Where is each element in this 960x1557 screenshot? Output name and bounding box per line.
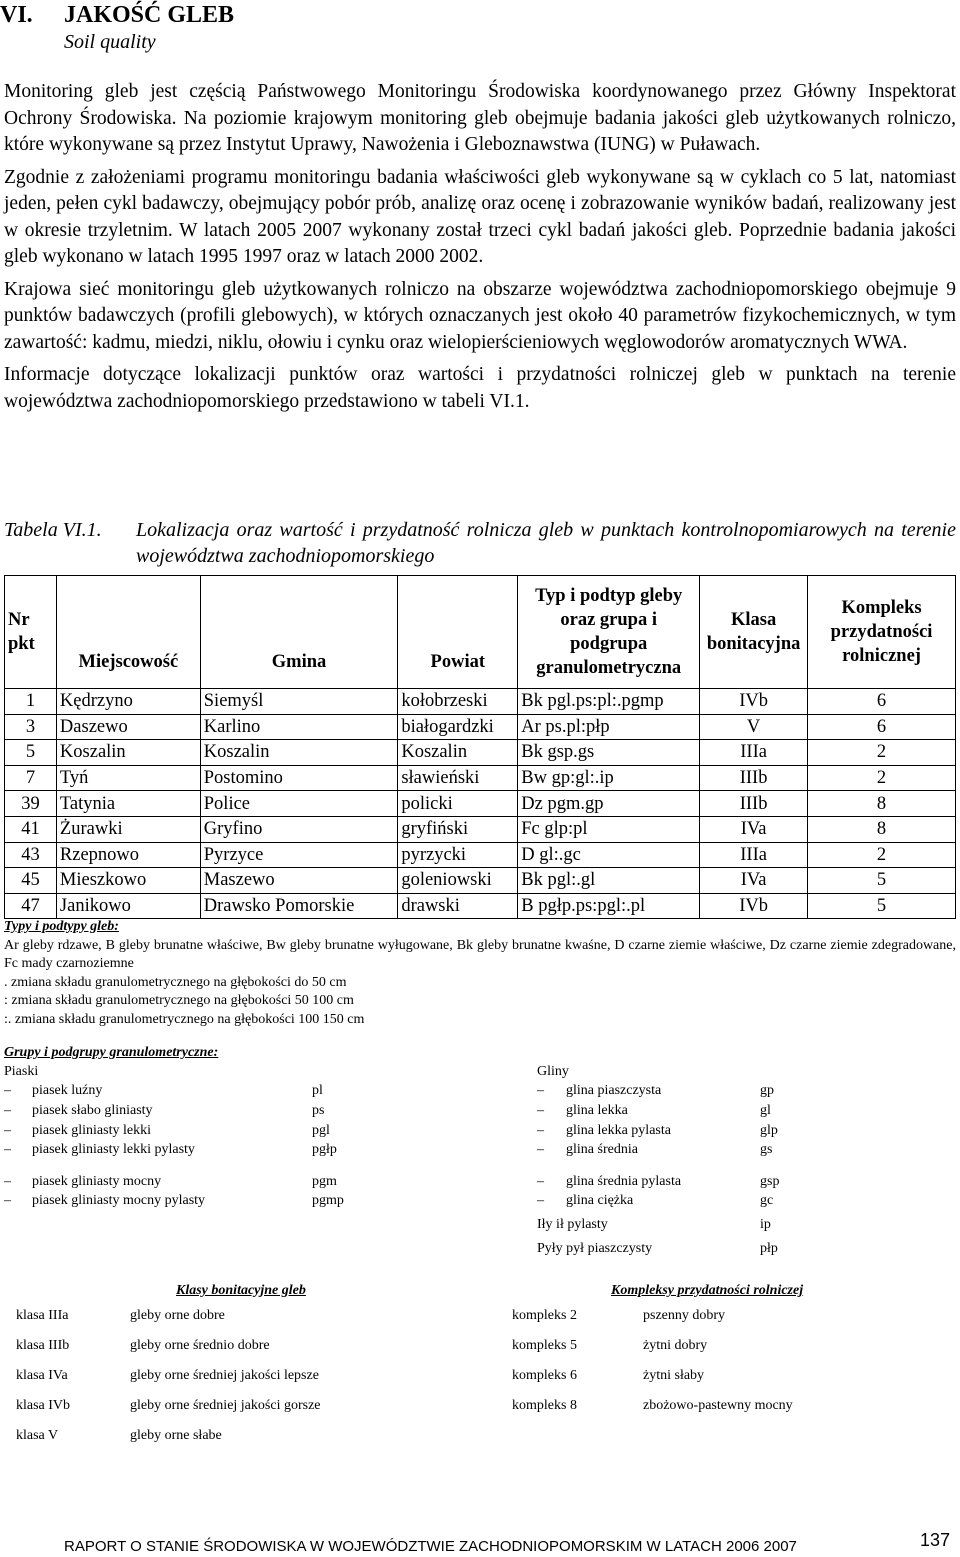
group-code: pgl xyxy=(312,1123,330,1138)
table-row xyxy=(5,765,956,791)
group-name: piasek luźny xyxy=(32,1083,103,1098)
group-code: ps xyxy=(312,1103,325,1118)
cell-gmina: Gryfino xyxy=(200,816,398,842)
col-header-klasa: Klasa bonitacyjna xyxy=(700,576,808,689)
cell-kompleks: 6 xyxy=(808,714,956,740)
cell-klasa: IVb xyxy=(700,689,808,715)
legend-line: : zmiana składu granulometrycznego na głębokości 50 100 cm xyxy=(4,993,354,1008)
classes-heading: Klasy bonitacyjne gleb xyxy=(176,1283,306,1298)
group-name: glina piaszczysta xyxy=(566,1083,662,1098)
cell-kompleks: 6 xyxy=(808,689,956,715)
page-footer: RAPORT O STANIE ŚRODOWISKA W WOJEWÓDZTWIE ZACHODNIOPOMORSKIM W LATACH 2006 2007 xyxy=(64,1538,797,1555)
col-header-powiat: Powiat xyxy=(398,576,518,689)
group-code: pgmp xyxy=(312,1193,344,1208)
table-caption-text: Lokalizacja oraz wartość i przydatność rolnicza gleb w punktach kontrolnopomiarowych na terenie województwa zachodniopomorskiego xyxy=(136,519,956,567)
class-desc: gleby orne średniej jakości lepsze xyxy=(130,1368,319,1383)
cell-nr: 43 xyxy=(5,842,57,868)
cell-klasa: IIIa xyxy=(700,842,808,868)
group-code: gc xyxy=(760,1193,774,1208)
complex-code: kompleks 5 xyxy=(512,1338,577,1353)
section-heading xyxy=(0,2,234,29)
cell-nr: 41 xyxy=(5,816,57,842)
cell-klasa: IVa xyxy=(700,868,808,894)
group-code: gsp xyxy=(760,1174,780,1189)
table-row xyxy=(5,714,956,740)
cell-typ: B pgłp.ps:pgl:.pl xyxy=(518,893,700,919)
cell-miejscowosc: Tyń xyxy=(56,765,200,791)
cell-gmina: Pyrzyce xyxy=(200,842,398,868)
groups-heading: Grupy i podgrupy granulometryczne: xyxy=(4,1045,219,1060)
table-row xyxy=(5,791,956,817)
dash-marker: – xyxy=(4,1123,11,1138)
cell-miejscowosc: Koszalin xyxy=(56,740,200,766)
cell-typ: Dz pgm.gp xyxy=(518,791,700,817)
legend-line: :. zmiana składu granulometrycznego na głębokości 100 150 cm xyxy=(4,1011,365,1027)
complex-desc: żytni dobry xyxy=(643,1338,708,1353)
col-header-miejscowosc: Miejscowość xyxy=(56,576,200,689)
section-title: JAKOŚĆ GLEB xyxy=(64,2,235,28)
cell-miejscowosc: Daszewo xyxy=(56,714,200,740)
group-code: ip xyxy=(760,1217,771,1232)
paragraph: Zgodnie z założeniami programu monitoringu badania właściwości gleb wykonywane są w cyklach co 5 lat, natomiast jeden, pełen cykl badawczy, obejmujący pobór prób, analizę oraz ocenę i zobrazowanie wyników badań, realizowany jest w okresie trzyletnim. W latach 2005 2007 wykonany został trzeci cykl badań jakości gleb. Poprzednie badania jakości gleb wykonano w latach 1995 1997 oraz w latach 2000 2002. xyxy=(4,166,956,267)
class-code: klasa IIIa xyxy=(16,1308,69,1323)
cell-nr: 39 xyxy=(5,791,57,817)
legend-heading: Typy i podtypy gleb: xyxy=(4,919,119,934)
soil-types-legend xyxy=(4,918,956,1029)
cell-miejscowosc: Mieszkowo xyxy=(56,868,200,894)
cell-nr: 47 xyxy=(5,893,57,919)
cell-powiat: sławieński xyxy=(398,765,518,791)
table-caption-label: Tabela VI.1. xyxy=(4,519,102,541)
group-code: płp xyxy=(760,1241,778,1256)
cell-gmina: Drawsko Pomorskie xyxy=(200,893,398,919)
cell-powiat: policki xyxy=(398,791,518,817)
complex-code: kompleks 6 xyxy=(512,1368,577,1383)
group-code: pgłp xyxy=(312,1142,337,1157)
cell-klasa: IVb xyxy=(700,893,808,919)
paragraph: Informacje dotyczące lokalizacji punktów oraz wartości i przydatności rolniczej gleb w punktach na terenie województwa zachodniopomorskiego przedstawiono w tabeli VI.1. xyxy=(4,364,956,412)
cell-typ: Fc glp:pl xyxy=(518,816,700,842)
piaski-title: Piaski xyxy=(4,1064,39,1079)
dash-marker: – xyxy=(4,1142,11,1157)
dash-marker: – xyxy=(4,1174,11,1189)
group-name: piasek gliniasty lekki xyxy=(32,1123,151,1138)
cell-klasa: V xyxy=(700,714,808,740)
paragraph: Monitoring gleb jest częścią Państwowego Monitoringu Środowiska koordynowanego przez Główny Inspektorat Ochrony Środowiska. Na poziomie krajowym monitoring gleb obejmuje badania jakości gleb użytkowanych rolniczo, które wykonywane są przez Instytut Uprawy, Nawożenia i Gleboznawstwa (IUNG) w Puławach. xyxy=(4,81,956,155)
class-code: klasa IIIb xyxy=(16,1338,70,1353)
section-number: VI. xyxy=(0,2,33,28)
cell-typ: Bk gsp.gs xyxy=(518,740,700,766)
group-name: piasek gliniasty mocny pylasty xyxy=(32,1193,206,1208)
dash-marker: – xyxy=(537,1193,544,1208)
cell-kompleks: 2 xyxy=(808,842,956,868)
cell-gmina: Koszalin xyxy=(200,740,398,766)
group-name: glina średnia xyxy=(566,1142,638,1157)
cell-kompleks: 2 xyxy=(808,765,956,791)
dash-marker: – xyxy=(537,1083,544,1098)
class-desc: gleby orne średniej jakości gorsze xyxy=(130,1398,321,1413)
cell-klasa: IIIb xyxy=(700,765,808,791)
col-header-nr: Nr pkt xyxy=(5,576,57,689)
cell-powiat: białogardzki xyxy=(398,714,518,740)
table-row xyxy=(5,689,956,715)
cell-klasa: IIIb xyxy=(700,791,808,817)
paragraph: Krajowa sieć monitoringu gleb użytkowanych rolniczo na obszarze województwa zachodniopomorskiego obejmuje 9 punktów badawczych (profili glebowych), w których oznaczanych jest około 40 parametrów fizykochemicznych, w tym zawartość: kadmu, miedzi, niklu, ołowiu i cynku oraz wielopierścieniowych węglowodorów aromatycznych WWA. xyxy=(4,278,956,353)
cell-klasa: IIIa xyxy=(700,740,808,766)
cell-typ: Bw gp:gl:.ip xyxy=(518,765,700,791)
cell-nr: 5 xyxy=(5,740,57,766)
dash-marker: – xyxy=(537,1123,544,1138)
complex-desc: żytni słaby xyxy=(643,1368,705,1383)
cell-typ: Bk pgl.ps:pl:.pgmp xyxy=(518,689,700,715)
table-row xyxy=(5,816,956,842)
class-code: klasa IVb xyxy=(16,1398,71,1413)
cell-gmina: Karlino xyxy=(200,714,398,740)
table-row xyxy=(5,740,956,766)
complex-desc: zbożowo-pastewny mocny xyxy=(643,1398,793,1413)
group-name: Pyły pył piaszczysty xyxy=(537,1241,653,1256)
group-name: glina lekka xyxy=(566,1103,628,1118)
cell-nr: 3 xyxy=(5,714,57,740)
gliny-title: Gliny xyxy=(537,1064,569,1079)
body-text xyxy=(4,79,956,421)
group-name: piasek gliniasty lekki pylasty xyxy=(32,1142,195,1157)
dash-marker: – xyxy=(537,1103,544,1118)
cell-miejscowosc: Tatynia xyxy=(56,791,200,817)
cell-kompleks: 8 xyxy=(808,816,956,842)
cell-kompleks: 5 xyxy=(808,893,956,919)
table-row xyxy=(5,893,956,919)
cell-typ: Bk pgl:.gl xyxy=(518,868,700,894)
legend-line: . zmiana składu granulometrycznego na głębokości do 50 cm xyxy=(4,974,347,990)
cell-miejscowosc: Janikowo xyxy=(56,893,200,919)
complexes-heading: Kompleksy przydatności rolniczej xyxy=(611,1283,804,1298)
cell-kompleks: 2 xyxy=(808,740,956,766)
col-header-kompleks: Kompleks przydatności rolnicznej xyxy=(808,576,956,689)
cell-powiat: goleniowski xyxy=(398,868,518,894)
class-desc: gleby orne średnio dobre xyxy=(130,1338,270,1353)
cell-typ: D gl:.gc xyxy=(518,842,700,868)
cell-gmina: Postomino xyxy=(200,765,398,791)
dash-marker: – xyxy=(537,1174,544,1189)
cell-powiat: Koszalin xyxy=(398,740,518,766)
table-header-row xyxy=(5,576,956,689)
cell-miejscowosc: Rzepnowo xyxy=(56,842,200,868)
group-code: gp xyxy=(760,1083,774,1098)
complex-desc: pszenny dobry xyxy=(643,1308,726,1323)
table-caption xyxy=(4,517,956,569)
page-number: 137 xyxy=(920,1530,951,1550)
group-code: glp xyxy=(760,1123,778,1138)
cell-gmina: Maszewo xyxy=(200,868,398,894)
cell-gmina: Police xyxy=(200,791,398,817)
cell-powiat: drawski xyxy=(398,893,518,919)
class-code: klasa IVa xyxy=(16,1368,68,1383)
cell-typ: Ar ps.pl:płp xyxy=(518,714,700,740)
cell-powiat: pyrzycki xyxy=(398,842,518,868)
cell-nr: 1 xyxy=(5,689,57,715)
group-name: glina ciężka xyxy=(566,1193,634,1208)
cell-miejscowosc: Żurawki xyxy=(56,816,200,842)
dash-marker: – xyxy=(4,1193,11,1208)
group-name: piasek gliniasty mocny xyxy=(32,1174,162,1189)
group-code: pl xyxy=(312,1083,323,1098)
table-row xyxy=(5,842,956,868)
cell-klasa: IVa xyxy=(700,816,808,842)
col-header-typ: Typ i podtyp gleby oraz grupa i podgrupa granulometryczna xyxy=(518,576,700,689)
table-row xyxy=(5,868,956,894)
class-desc: gleby orne słabe xyxy=(130,1428,222,1443)
complex-code: kompleks 2 xyxy=(512,1308,577,1323)
dash-marker: – xyxy=(4,1083,11,1098)
group-name: piasek słabo gliniasty xyxy=(32,1103,153,1118)
cell-nr: 7 xyxy=(5,765,57,791)
dash-marker: – xyxy=(537,1142,544,1157)
col-header-gmina: Gmina xyxy=(200,576,398,689)
cell-powiat: kołobrzeski xyxy=(398,689,518,715)
group-code: gl xyxy=(760,1103,771,1118)
group-name: glina lekka pylasta xyxy=(566,1123,671,1138)
complex-code: kompleks 8 xyxy=(512,1398,577,1413)
cell-powiat: gryfiński xyxy=(398,816,518,842)
soil-table xyxy=(4,575,956,919)
dash-marker: – xyxy=(4,1103,11,1118)
class-desc: gleby orne dobre xyxy=(130,1308,225,1323)
section-subtitle: Soil quality xyxy=(64,31,156,53)
group-name: glina średnia pylasta xyxy=(566,1174,682,1189)
group-code: gs xyxy=(760,1142,773,1157)
group-name: Iły ił pylasty xyxy=(537,1217,608,1232)
cell-kompleks: 5 xyxy=(808,868,956,894)
cell-nr: 45 xyxy=(5,868,57,894)
class-code: klasa V xyxy=(16,1428,59,1443)
group-code: pgm xyxy=(312,1174,337,1189)
cell-kompleks: 8 xyxy=(808,791,956,817)
legend-line: Ar gleby rdzawe, B gleby brunatne właściwe, Bw gleby brunatne wyługowane, Bk gleby brunatne kwaśne, D czarne ziemie właściwe, Dz czarne ziemie zdegradowane, Fc mady czarnoziemne xyxy=(4,937,956,971)
cell-gmina: Siemyśl xyxy=(200,689,398,715)
cell-miejscowosc: Kędrzyno xyxy=(56,689,200,715)
